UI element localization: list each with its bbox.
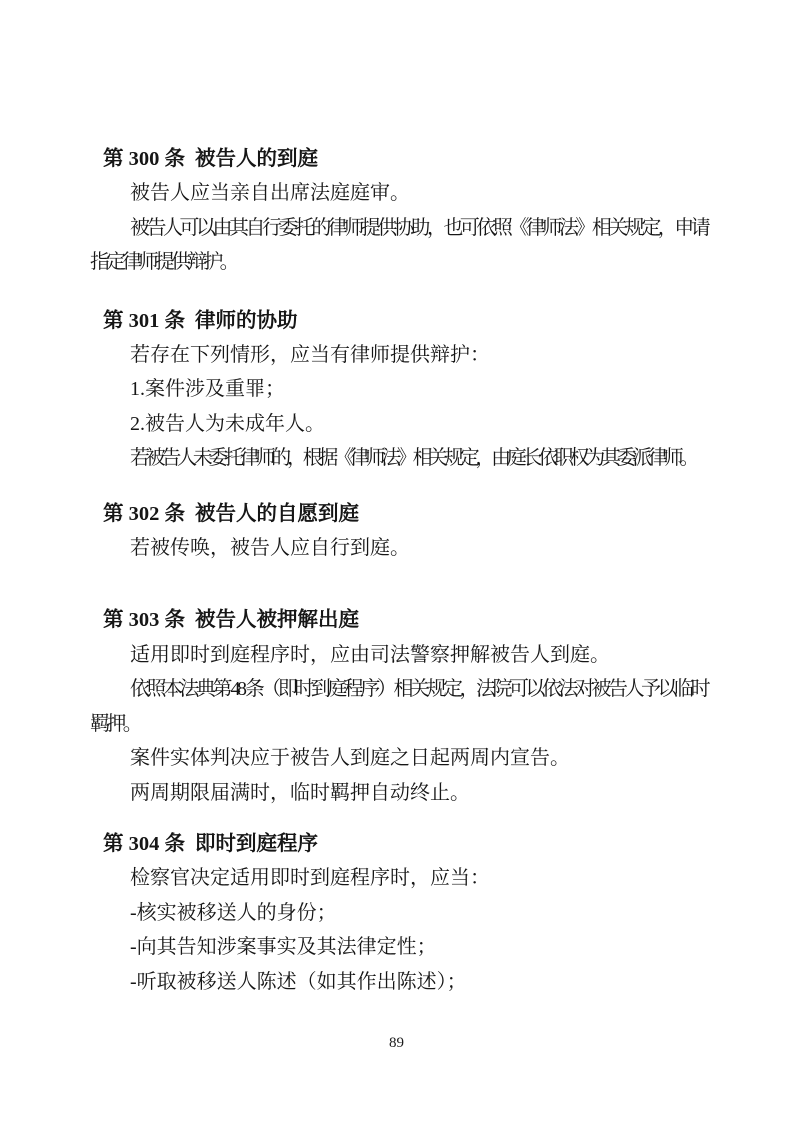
article-section <box>90 827 707 999</box>
article-number: 第 302 条 <box>103 502 185 525</box>
article-paragraph: 若存在下列情形，应当有律师提供辩护： <box>130 344 490 367</box>
article-section <box>90 603 707 809</box>
article-title: 被告人的到庭 <box>195 148 318 170</box>
article-paragraph: -听取被移送人陈述（如其作出陈述）； <box>130 970 467 993</box>
page-number: 89 <box>389 1035 404 1051</box>
article-paragraph: 若被告人未委托律师的，根据《律师法》相关规定，由庭长依职权为其委派律师。 <box>130 447 696 470</box>
article-paragraph: 被告人应当亲自出席法庭庭审。 <box>130 182 410 205</box>
article-paragraph: 1.案件涉及重罪； <box>130 378 285 401</box>
document-body <box>90 142 707 999</box>
article-section <box>90 142 707 280</box>
article-paragraph: -向其告知涉案事实及其法律定性； <box>130 936 437 959</box>
article-number: 第 303 条 <box>103 609 185 632</box>
article-paragraph: 2.被告人为未成年人。 <box>130 412 325 435</box>
article-section <box>90 497 707 566</box>
article-title: 被告人的自愿到庭 <box>195 502 359 525</box>
article-number: 第 304 条 <box>103 832 185 855</box>
article-paragraph: 适用即时到庭程序时，应由司法警察押解被告人到庭。 <box>130 643 610 666</box>
article-heading <box>90 603 707 637</box>
article-title: 即时到庭程序 <box>195 832 318 855</box>
article-title: 律师的协助 <box>195 309 298 332</box>
article-heading <box>90 827 707 861</box>
article-heading <box>90 142 707 176</box>
article-number: 第 301 条 <box>103 309 185 332</box>
article-paragraph: 两周期限届满时，临时羁押自动终止。 <box>130 781 470 804</box>
article-number: 第 300 条 <box>103 148 185 170</box>
article-paragraph: -核实被移送人的身份； <box>130 901 337 924</box>
article-heading <box>90 497 707 531</box>
article-section <box>90 304 707 476</box>
article-paragraph: 依照本法典第 48 条（即时到庭程序）相关规定，法院可以依法对被告人予以临时羁押。 <box>90 678 707 735</box>
article-paragraph: 被告人可以由其自行委托的律师提供协助，也可依照《律师法》相关规定，申请指定律师提供辩护。 <box>90 216 707 274</box>
article-title: 被告人被押解出庭 <box>195 609 359 632</box>
article-heading <box>90 304 707 338</box>
article-paragraph: 案件实体判决应于被告人到庭之日起两周内宣告。 <box>130 747 570 770</box>
article-paragraph: 若被传唤，被告人应自行到庭。 <box>130 537 410 560</box>
article-paragraph: 检察官决定适用即时到庭程序时，应当： <box>130 867 490 890</box>
